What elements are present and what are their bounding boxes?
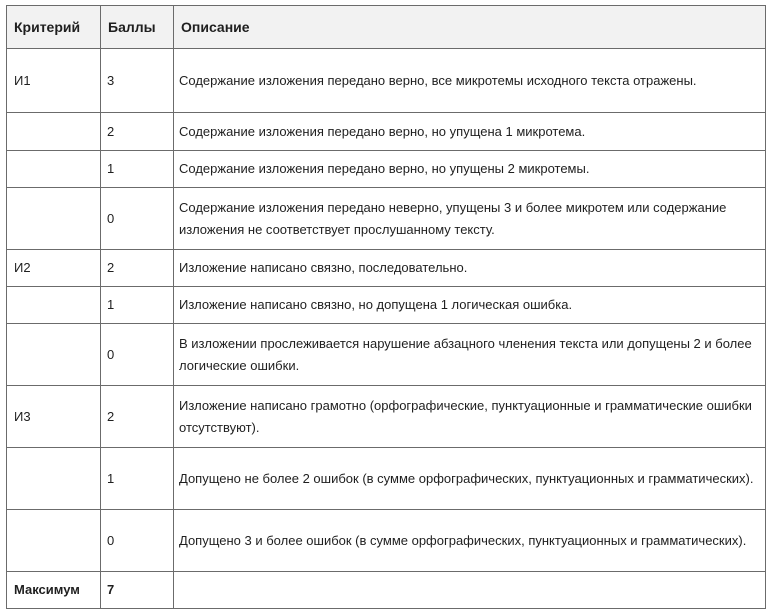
criterion-cell	[7, 287, 101, 324]
criterion-cell	[7, 324, 101, 386]
max-label: Максимум	[7, 572, 101, 609]
criteria-table	[6, 5, 766, 609]
description-cell: В изложении прослеживается нарушение абзацного членения текста или допущены 2 и более логические ошибки.	[174, 324, 766, 386]
score-cell: 1	[101, 287, 174, 324]
criterion-cell	[7, 151, 101, 188]
table-row	[7, 250, 766, 287]
description-cell: Содержание изложения передано верно, но упущена 1 микротема.	[174, 113, 766, 151]
table-row	[7, 188, 766, 250]
max-description	[174, 572, 766, 609]
description-cell: Содержание изложения передано верно, все микротемы исходного текста отражены.	[174, 49, 766, 113]
table-row	[7, 151, 766, 188]
criterion-cell: И3	[7, 386, 101, 448]
header-description: Описание	[174, 6, 766, 49]
criterion-cell	[7, 448, 101, 510]
score-cell: 0	[101, 188, 174, 250]
score-cell: 2	[101, 250, 174, 287]
criterion-cell: И1	[7, 49, 101, 113]
score-cell: 1	[101, 151, 174, 188]
table-row	[7, 324, 766, 386]
description-cell: Изложение написано грамотно (орфографические, пунктуационные и грамматические ошибки отсутствуют).	[174, 386, 766, 448]
description-cell: Содержание изложения передано верно, но упущены 2 микротемы.	[174, 151, 766, 188]
criterion-cell: И2	[7, 250, 101, 287]
description-cell: Допущено не более 2 ошибок (в сумме орфографических, пунктуационных и грамматических).	[174, 448, 766, 510]
header-row	[7, 6, 766, 49]
description-cell: Содержание изложения передано неверно, упущены 3 и более микротем или содержание изложения не соответствует прослушанному тексту.	[174, 188, 766, 250]
score-cell: 1	[101, 448, 174, 510]
header-criterion: Критерий	[7, 6, 101, 49]
score-cell: 2	[101, 113, 174, 151]
criterion-cell	[7, 188, 101, 250]
criterion-cell	[7, 510, 101, 572]
max-score: 7	[101, 572, 174, 609]
header-score: Баллы	[101, 6, 174, 49]
description-cell: Допущено 3 и более ошибок (в сумме орфографических, пунктуационных и грамматических).	[174, 510, 766, 572]
description-cell: Изложение написано связно, но допущена 1 логическая ошибка.	[174, 287, 766, 324]
score-cell: 0	[101, 324, 174, 386]
max-row	[7, 572, 766, 609]
score-cell: 2	[101, 386, 174, 448]
table-row	[7, 510, 766, 572]
table-row	[7, 49, 766, 113]
score-cell: 3	[101, 49, 174, 113]
table-row	[7, 287, 766, 324]
description-cell: Изложение написано связно, последовательно.	[174, 250, 766, 287]
score-cell: 0	[101, 510, 174, 572]
criterion-cell	[7, 113, 101, 151]
table-row	[7, 448, 766, 510]
table-row	[7, 386, 766, 448]
table-row	[7, 113, 766, 151]
